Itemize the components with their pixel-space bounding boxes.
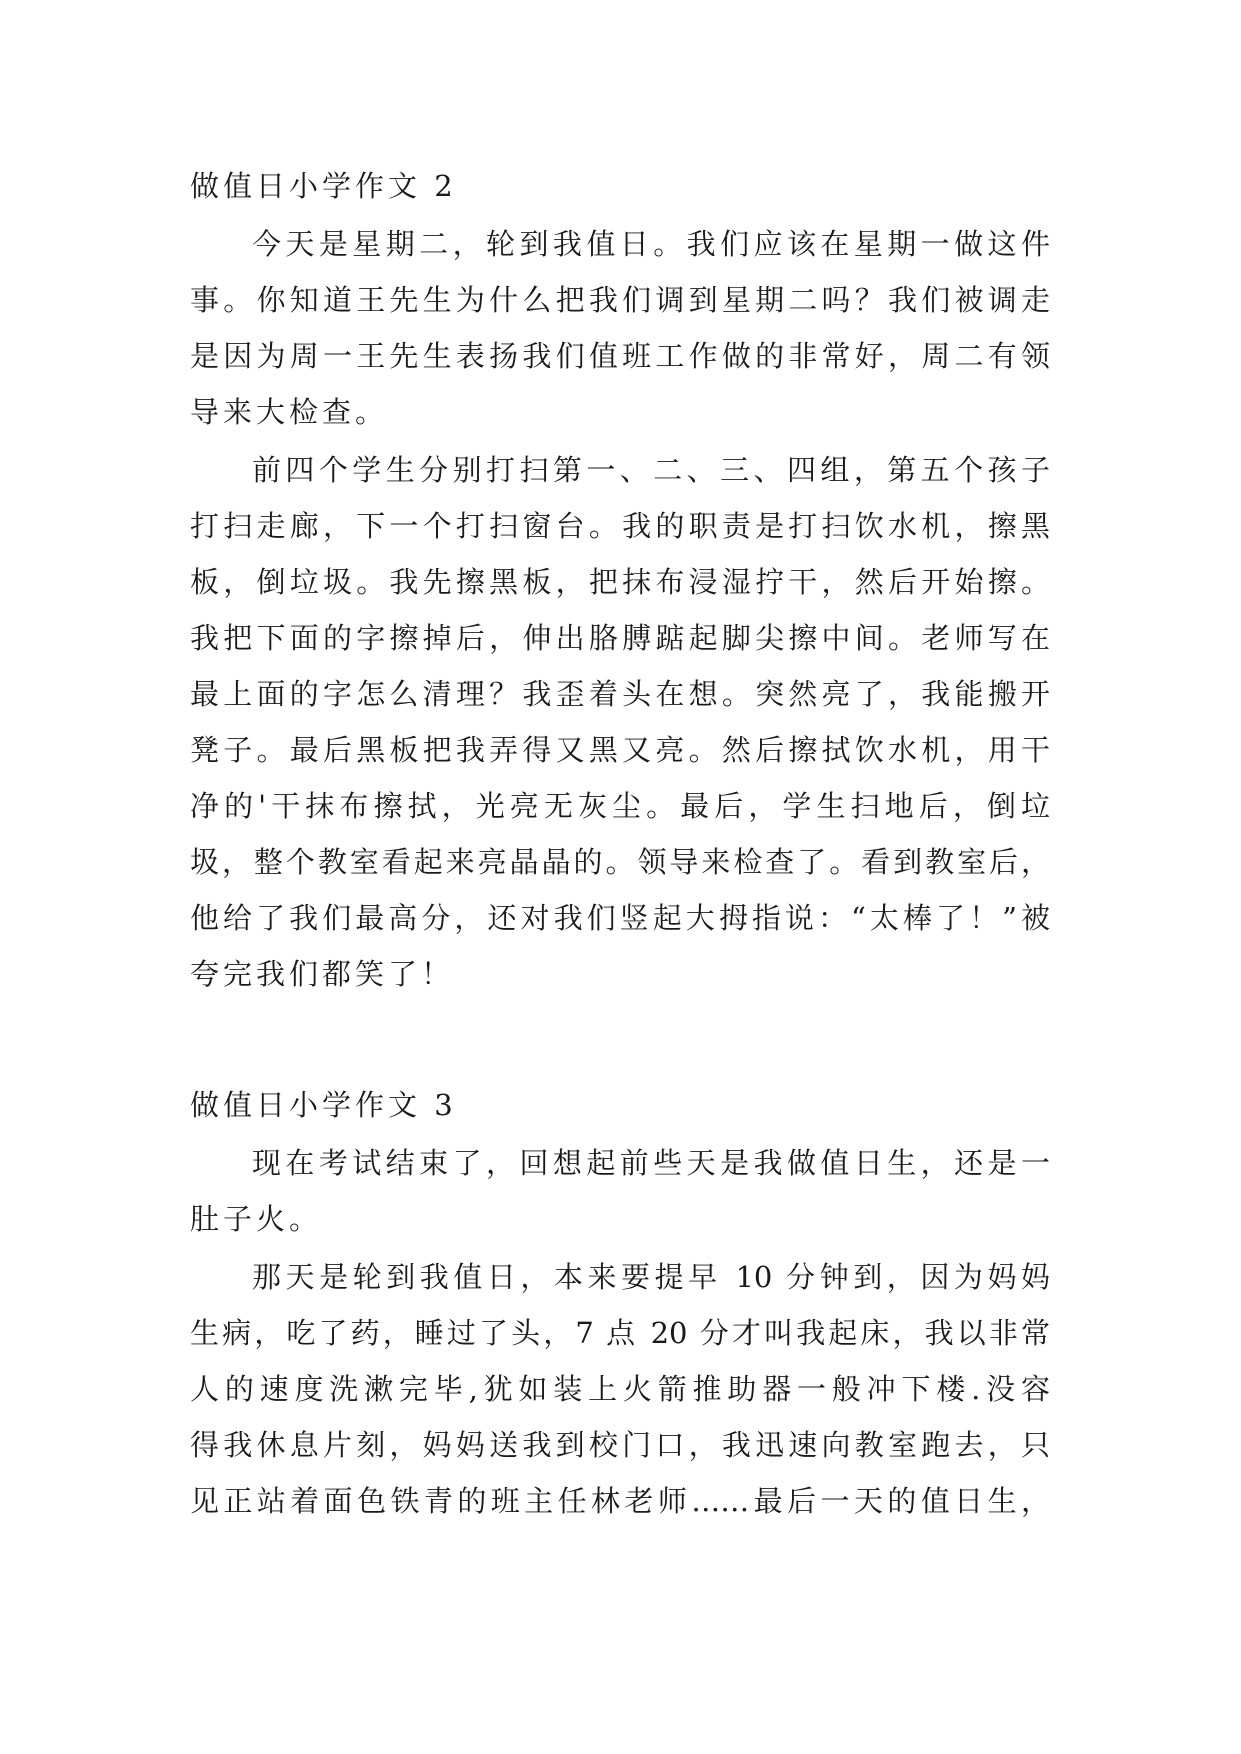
- paragraph-line: 那天是轮到我值日，本来要提早 10 分钟到，因为妈妈: [252, 1260, 1050, 1294]
- paragraph-line: 肚子火。: [190, 1202, 323, 1236]
- text-column: [190, 0, 1050, 1754]
- paragraph-line: 最上面的字怎么清理？我歪着头在想。突然亮了，我能搬开: [190, 677, 1050, 711]
- paragraph-line: 生病，吃了药，睡过了头，7 点 20 分才叫我起床，我以非常: [190, 1316, 1050, 1350]
- paragraph-line: 今天是星期二，轮到我值日。我们应该在星期一做这件: [252, 227, 1050, 261]
- paragraph-line: 见正站着面色铁青的班主任林老师……最后一天的值日生，: [190, 1484, 1050, 1518]
- paragraph-line: 得我休息片刻，妈妈送我到校门口，我迅速向教室跑去，只: [190, 1428, 1050, 1462]
- paragraph-line: 人的速度洗漱完毕,犹如装上火箭推助器一般冲下楼.没容: [190, 1372, 1050, 1406]
- paragraph-line: 现在考试结束了，回想起前些天是我做值日生，还是一: [252, 1146, 1050, 1180]
- paragraph-line: 事。你知道王先生为什么把我们调到星期二吗？我们被调走: [190, 283, 1050, 317]
- paragraph-line: 前四个学生分别打扫第一、二、三、四组，第五个孩子: [252, 453, 1050, 487]
- paragraph-line: 他给了我们最高分，还对我们竖起大拇指说：“太棒了！”被: [190, 901, 1050, 935]
- paragraph-line: 净的'干抹布擦拭，光亮无灰尘。最后，学生扫地后，倒垃: [190, 789, 1050, 823]
- paragraph-line: 我把下面的字擦掉后，伸出胳膊踮起脚尖擦中间。老师写在: [190, 621, 1050, 655]
- paragraph-line: 是因为周一王先生表扬我们值班工作做的非常好，周二有领: [190, 339, 1050, 373]
- paragraph-line: 凳子。最后黑板把我弄得又黑又亮。然后擦拭饮水机，用干: [190, 733, 1050, 767]
- paragraph-line: 打扫走廊，下一个打扫窗台。我的职责是打扫饮水机，擦黑: [190, 509, 1050, 543]
- essay-title-3: 做值日小学作文 3: [190, 1088, 457, 1122]
- paragraph-line: 圾，整个教室看起来亮晶晶的。领导来检查了。看到教室后，: [190, 845, 1050, 879]
- paragraph-line: 导来大检查。: [190, 395, 389, 429]
- essay-title-2: 做值日小学作文 2: [190, 169, 457, 203]
- paragraph-line: 板，倒垃圾。我先擦黑板，把抹布浸湿拧干，然后开始擦。: [190, 565, 1050, 599]
- paragraph-line: 夸完我们都笑了！: [190, 957, 455, 991]
